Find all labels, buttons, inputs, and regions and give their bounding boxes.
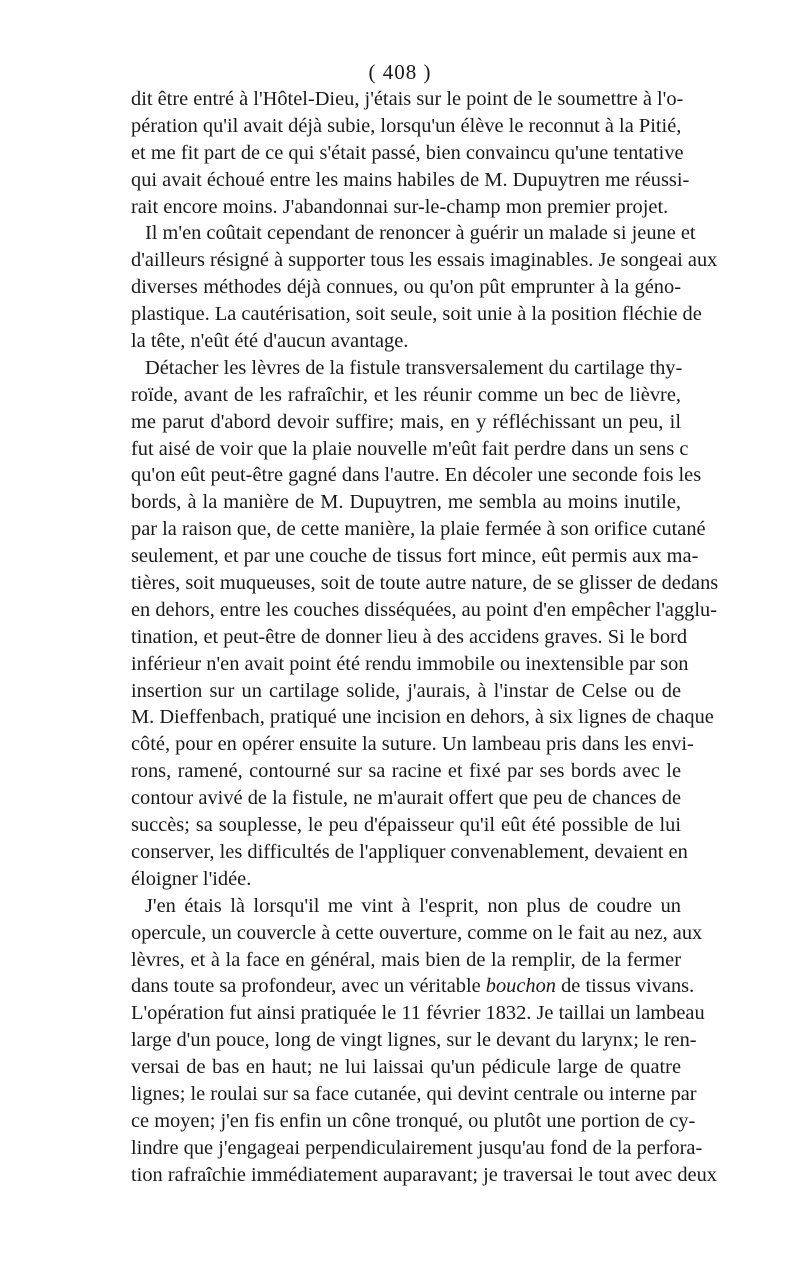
page-number: ( 408 ) <box>368 60 432 84</box>
text-line: lèvres, et à la face en général, mais bien de la remplir, de la fermer <box>131 948 681 971</box>
text-line: par la raison que, de cette manière, la plaie fermée à son orifice cutané <box>131 518 706 541</box>
text-line: succès; sa souplesse, le peu d'épaisseur qu'il eût été possible de lui <box>131 814 681 837</box>
text-line-with-emphasis <box>131 973 695 1000</box>
text-line: contour avivé de la fistule, ne m'aurait offert que peu de chances de <box>131 787 681 810</box>
text-line: insertion sur un cartilage solide, j'aurais, à l'instar de Celse ou de <box>131 679 681 702</box>
body-text <box>131 86 719 1189</box>
text-line: diverses méthodes déjà connues, ou qu'on pût emprunter à la géno- <box>131 276 681 299</box>
text-line: et me fit part de ce qui s'était passé, bien convaincu qu'une tentative <box>131 141 684 164</box>
text-line: conserver, les difficultés de l'appliquer convenablement, devaient en <box>131 840 688 863</box>
text-line: rons, ramené, contourné sur sa racine et fixé par ses bords avec le <box>131 760 681 783</box>
text-line: opercule, un couvercle à cette ouverture, comme on le fait au nez, aux <box>131 921 703 944</box>
text-line: lignes; le roulai sur sa face cutanée, qui devint centrale ou interne par <box>131 1082 697 1105</box>
text-line: fut aisé de voir que la plaie nouvelle m'eût fait perdre dans un sens c <box>131 437 689 460</box>
text-line: côté, pour en opérer ensuite la suture. Un lambeau pris dans les envi- <box>131 733 694 756</box>
text-line: éloigner l'idée. <box>131 867 252 890</box>
text-line: bords, à la manière de M. Dupuytren, me sembla au moins inutile, <box>131 491 681 514</box>
text-line: dit être entré à l'Hôtel-Dieu, j'étais sur le point de le soumettre à l'o- <box>131 88 684 110</box>
text-line: tion rafraîchie immédiatement auparavant; je traversai le tout avec deux <box>131 1163 717 1186</box>
text-line: large d'un pouce, long de vingt lignes, sur le devant du larynx; le ren- <box>131 1029 697 1052</box>
text-line: tination, et peut-être de donner lieu à des accidens graves. Si le bord <box>131 625 688 648</box>
text-line: ce moyen; j'en fis enfin un cône tronqué, ou plutôt une portion de cy- <box>131 1109 696 1132</box>
text-line: Détacher les lèvres de la fistule transversalement du cartilage thy- <box>145 356 683 379</box>
line-text: dans toute sa profondeur, avec un véritable <box>131 975 486 998</box>
text-line: qu'on eût peut-être gagné dans l'autre. En décoler une seconde fois les <box>131 464 702 487</box>
text-line: Il m'en coûtait cependant de renoncer à guérir un malade si jeune et <box>145 222 696 245</box>
text-line: la tête, n'eût été d'aucun avantage. <box>131 330 409 353</box>
text-line: pération qu'il avait déjà subie, lorsqu'un élève le reconnut à la Pitié, <box>131 114 682 137</box>
text-line: rait encore moins. J'abandonnai sur-le-champ mon premier projet. <box>131 195 669 218</box>
text-line: d'ailleurs résigné à supporter tous les essais imaginables. Je songeai aux <box>131 249 718 272</box>
text-line: seulement, et par une couche de tissus fort mince, eût permis aux ma- <box>131 545 699 568</box>
text-line: me parut d'abord devoir suffire; mais, en y réfléchissant un peu, il <box>131 410 681 433</box>
text-line: L'opération fut ainsi pratiquée le 11 février 1832. Je taillai un lambeau <box>131 1002 705 1025</box>
line-text-tail: de tissus vivans. <box>556 975 695 998</box>
text-line: roïde, avant de les rafraîchir, et les réunir comme un bec de lièvre, <box>131 383 681 406</box>
text-line: plastique. La cautérisation, soit seule, soit unie à la position fléchie de <box>131 303 702 326</box>
text-line: inférieur n'en avait point été rendu immobile ou inextensible par son <box>131 652 689 675</box>
emphasis-bouchon: bouchon <box>485 975 556 998</box>
text-line: versai de bas en haut; ne lui laissai qu'un pédicule large de quatre <box>131 1056 681 1079</box>
text-line: qui avait échoué entre les mains habiles de M. Dupuytren me réussi- <box>131 168 690 191</box>
text-line: lindre que j'engageai perpendiculairement jusqu'au fond de la perfora- <box>131 1136 703 1159</box>
text-line: en dehors, entre les couches disséquées, au point d'en empêcher l'agglu- <box>131 598 718 621</box>
text-line: M. Dieffenbach, pratiqué une incision en dehors, à six lignes de chaque <box>131 706 714 729</box>
text-line: tières, soit muqueuses, soit de toute autre nature, de se glisser de dedans <box>131 572 719 595</box>
text-line: J'en étais là lorsqu'il me vint à l'esprit, non plus de coudre un <box>145 894 681 917</box>
